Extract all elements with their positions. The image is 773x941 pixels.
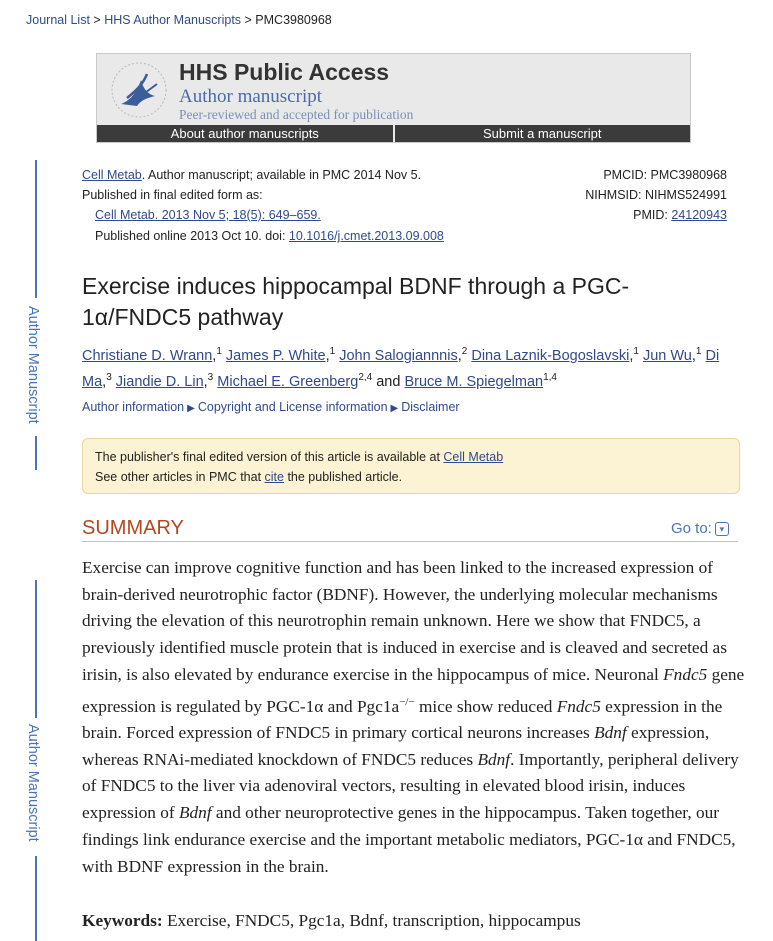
abstract-segment: expression in the brain. Forced expression of FNDC5 in primary cortical neurons increases [82, 696, 723, 742]
notice-line-2 [95, 470, 402, 484]
triangle-right-icon: ▶ [390, 403, 399, 414]
notice-text: the published article. [283, 470, 403, 484]
banner-title: HHS Public Access [179, 59, 390, 85]
author-affiliation: 2 [461, 346, 468, 357]
side-label: Author Manuscript [25, 724, 41, 842]
breadcrumb-hhs-manuscripts[interactable]: HHS Author Manuscripts [104, 13, 242, 27]
banner-subtitle: Author manuscript [179, 86, 323, 107]
author-link[interactable]: Jun Wu [642, 347, 692, 364]
abstract-segment: expression, whereas RNAi-mediated knockdown of FNDC5 reduces [82, 722, 710, 769]
breadcrumb-separator: > [89, 13, 105, 27]
author-list: Christiane D. Wrann,$^1$ James P. White,$^1$ John Salogiannnis,$^2$ Dina Laznik-Bogoslavski,$^1$ Jun Wu,$^1$ Di Ma,$^3$ Jiandie D. Lin,$^3$ Michael E. Greenberg$^{2,4}$ and Bruce M. Spiegelman$^{1,4}$ [82, 346, 720, 390]
author-affiliation: 3 [207, 371, 214, 383]
abstract-segment: Exercise can improve cognitive function and has been linked to the increased expression of brain-derived neurotrophic factor (BDNF). However, the underlying molecular mechanisms driving the elevation of this neurotrophin remain unknown. Here we show that FNDC5, a previously identified muscle protein that is induced in exercise and is cleaved and secreted as irisin, is also elevated by endurance exercise in the hippocampus of mice. Neuronal [82, 558, 727, 684]
abstract-segment: −/− [399, 695, 415, 708]
breadcrumb-journal-list[interactable]: Journal List [26, 13, 90, 27]
side-label: Author Manuscript [25, 306, 41, 424]
author-affiliation: 2,4 [358, 371, 373, 383]
article-title: Exercise induces hippocampal BDNF through a PGC-1α/FNDC5 pathway [82, 273, 630, 330]
keywords-list: Exercise, FNDC5, Pgc1a, Bdnf, transcription, hippocampus [162, 911, 581, 930]
banner-nav-bar [97, 125, 690, 142]
manuscript-status: . Author manuscript; available in PMC 2014 Nov 5. [141, 168, 422, 182]
publisher-notice-box [82, 438, 740, 494]
breadcrumb-separator: > [241, 13, 256, 27]
side-author-manuscript-mark [26, 580, 46, 941]
doi-link[interactable]: 10.1016/j.cmet.2013.09.008 [288, 229, 444, 243]
online-prefix: Published online 2013 Oct 10. doi: [95, 229, 289, 243]
abstract-text [82, 555, 746, 880]
disclaimer-link[interactable]: Disclaimer [401, 400, 460, 414]
go-to-menu[interactable] [671, 520, 729, 537]
author-link[interactable]: Dina Laznik-Bogoslavski [471, 347, 630, 364]
abstract-segment: Bdnf [178, 803, 212, 823]
hhs-eagle-logo-icon [107, 60, 171, 120]
about-author-manuscripts-link[interactable]: About author manuscripts [97, 125, 395, 142]
author-link[interactable]: Jiandie D. Lin [115, 373, 204, 390]
author-information-link[interactable]: Author information [82, 400, 185, 414]
author-link[interactable]: Michael E. Greenberg [217, 373, 359, 390]
author-affiliation: 1 [329, 346, 336, 357]
author-link[interactable]: James P. White [225, 347, 326, 364]
author-affiliation: 3 [106, 371, 112, 383]
journal-link[interactable]: Cell Metab [82, 168, 142, 182]
breadcrumb-current: PMC3980968 [255, 13, 332, 27]
abstract-segment: and other neuroprotective genes in the hippocampus. Taken together, our findings link endurance exercise and the important metabolic mediators, PGC-1α and FNDC5, with BDNF expression in the brain. [82, 803, 736, 876]
cite-link[interactable]: cite [264, 470, 284, 484]
article-info-links [82, 400, 460, 414]
notice-text: The publisher's final edited version of this article is available at [95, 450, 444, 464]
abstract-segment: gene expression is regulated by PGC-1α and Pgc1a [82, 664, 745, 716]
hhs-public-access-banner [96, 53, 691, 143]
pmid [633, 208, 727, 222]
author-link[interactable]: John Salogiannnis [339, 347, 458, 364]
chevron-down-icon[interactable]: ▾ [715, 522, 729, 536]
nihmsid: NIHMSID: NIHMS524991 [585, 188, 727, 202]
pmid-label: PMID: [633, 208, 672, 222]
abstract-segment: Fndc5 [663, 664, 708, 684]
pmid-link[interactable]: 24120943 [671, 208, 727, 222]
abstract-segment: mice show reduced [414, 696, 557, 716]
author-affiliation: 1 [633, 346, 639, 357]
author-affiliation: 1 [695, 346, 702, 357]
notice-line-1 [95, 450, 503, 464]
author-affiliation: 1 [216, 346, 222, 357]
abstract-segment: Fndc5 [556, 696, 601, 716]
abstract-segment: Bdnf [594, 722, 627, 742]
abstract-segment: Bdnf [477, 749, 511, 769]
submit-manuscript-link[interactable]: Submit a manuscript [483, 126, 602, 141]
author-link[interactable]: Bruce M. Spiegelman [404, 373, 544, 390]
author-link[interactable]: Christiane D. Wrann [82, 347, 213, 364]
keywords [82, 911, 581, 931]
author-link[interactable]: Di Ma [82, 347, 720, 390]
copyright-license-link[interactable]: Copyright and License information [197, 400, 388, 414]
notice-text: See other articles in PMC that [95, 470, 265, 484]
abstract-segment: . Importantly, peripheral delivery of FNDC5 to the liver via adenoviral vectors, resulting in elevated blood irisin, induces expression of [82, 749, 739, 823]
citation-line [82, 168, 421, 182]
final-reference-link [95, 208, 321, 222]
final-ref-link[interactable]: Cell Metab. 2013 Nov 5; 18(5): 649–659. [95, 208, 321, 222]
summary-divider [82, 541, 738, 542]
pmcid: PMCID: PMC3980968 [603, 168, 727, 182]
breadcrumb [26, 13, 332, 27]
published-form-label: Published in final edited form as: [82, 188, 263, 202]
notice-journal-link[interactable]: Cell Metab [443, 450, 504, 464]
go-to-label[interactable]: Go to: [671, 520, 712, 537]
side-author-manuscript-mark [26, 160, 46, 470]
author-affiliation: 1,4 [543, 371, 557, 383]
keywords-label: Keywords: [82, 911, 163, 930]
banner-tagline: Peer-reviewed and accepted for publication [179, 107, 414, 122]
triangle-right-icon: ▶ [187, 403, 195, 414]
summary-heading: SUMMARY [82, 517, 184, 539]
published-online [95, 229, 444, 243]
